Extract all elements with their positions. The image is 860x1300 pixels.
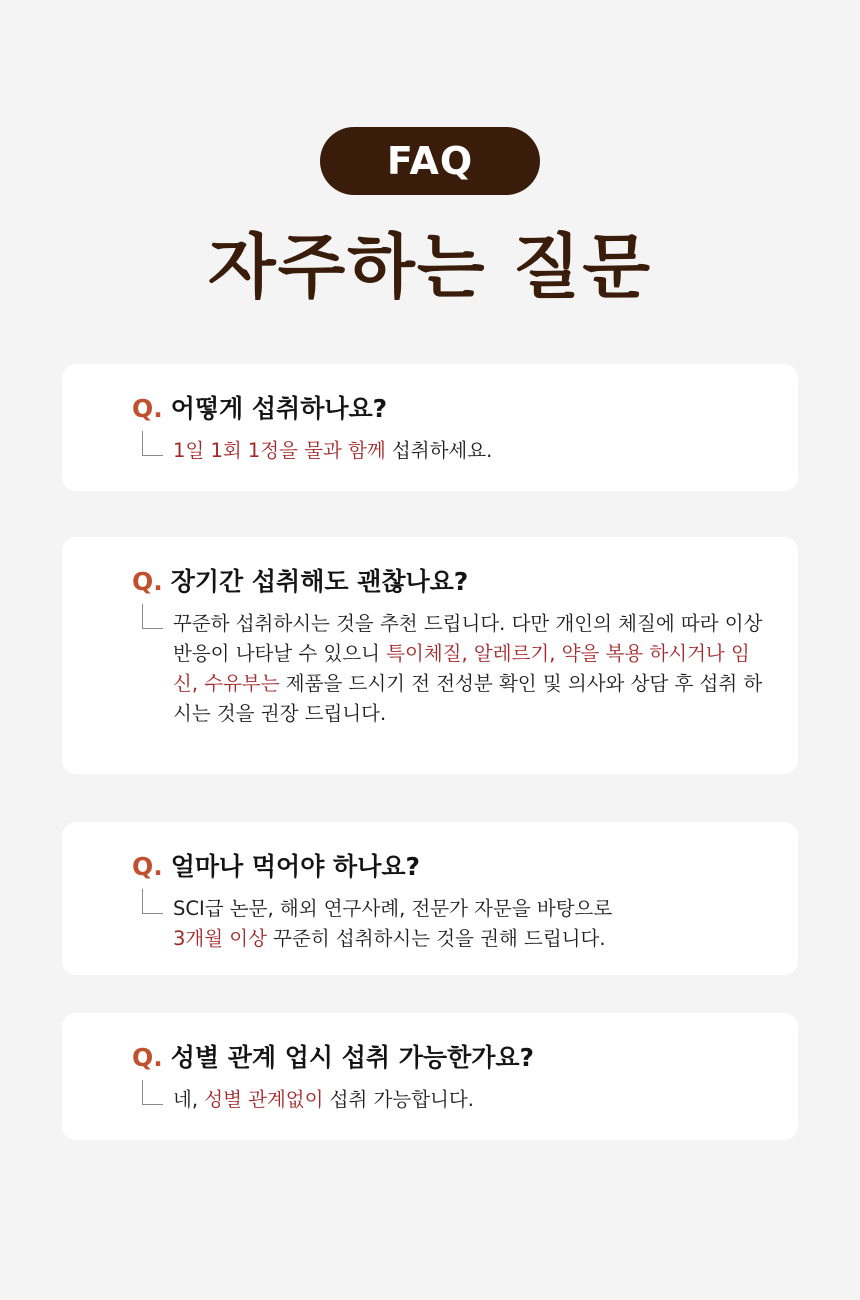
answer-text: SCI급 논문, 해외 연구사례, 전문가 자문을 바탕으로: [173, 897, 613, 920]
faq-answer: [173, 609, 763, 729]
faq-answer: [173, 1085, 763, 1115]
answer-connector-icon: [142, 431, 163, 456]
answer-highlight: 1일 1회 1정을 물과 함께: [173, 439, 386, 462]
answer-highlight: 성별 관계없이: [204, 1088, 324, 1111]
q-mark: Q.: [132, 1043, 163, 1072]
answer-text: 꾸준하 섭취하시는 것을 추천 드립니다. 다만 개인의 체질에 따라 이상 반응이 나타날 수 있으니: [173, 612, 763, 665]
q-mark: Q.: [132, 394, 163, 423]
answer-connector-icon: [142, 889, 163, 914]
q-mark: Q.: [132, 852, 163, 881]
faq-question: [132, 1041, 534, 1075]
faq-card: [62, 364, 798, 491]
answer-text: 꾸준히 섭취하시는 것을 권해 드립니다.: [266, 927, 606, 950]
faq-card: [62, 822, 798, 975]
question-text: 어떻게 섭취하나요?: [170, 394, 388, 423]
question-text: 얼마나 먹어야 하나요?: [170, 852, 421, 881]
q-mark: Q.: [132, 567, 163, 596]
faq-answer: [173, 894, 763, 954]
faq-question: [132, 392, 387, 426]
answer-connector-icon: [142, 1080, 163, 1105]
question-text: 장기간 섭취해도 괜찮나요?: [170, 567, 469, 596]
question-text: 성별 관계 업시 섭취 가능한가요?: [170, 1043, 535, 1072]
answer-connector-icon: [142, 604, 163, 629]
answer-text: 섭취하세요.: [385, 439, 493, 462]
faq-card: [62, 1013, 798, 1140]
answer-highlight: 3개월 이상: [173, 927, 267, 950]
faq-question: [132, 850, 420, 884]
page-title: 자주하는 질문: [207, 226, 653, 308]
answer-text: 섭취 가능합니다.: [323, 1088, 474, 1111]
faq-answer: [173, 436, 763, 466]
faq-question: [132, 565, 468, 599]
answer-text: 네,: [173, 1088, 205, 1111]
faq-card: [62, 537, 798, 774]
answer-text: 제품을 드시기 전 전성분 확인 및 의사와 상담 후 섭취 하시는 것을 권장 드립니다.: [173, 672, 763, 725]
faq-badge: FAQ: [320, 127, 540, 195]
answer-highlight: 특이체질, 알레르기, 약을 복용 하시거나 임신, 수유부는: [173, 642, 750, 695]
